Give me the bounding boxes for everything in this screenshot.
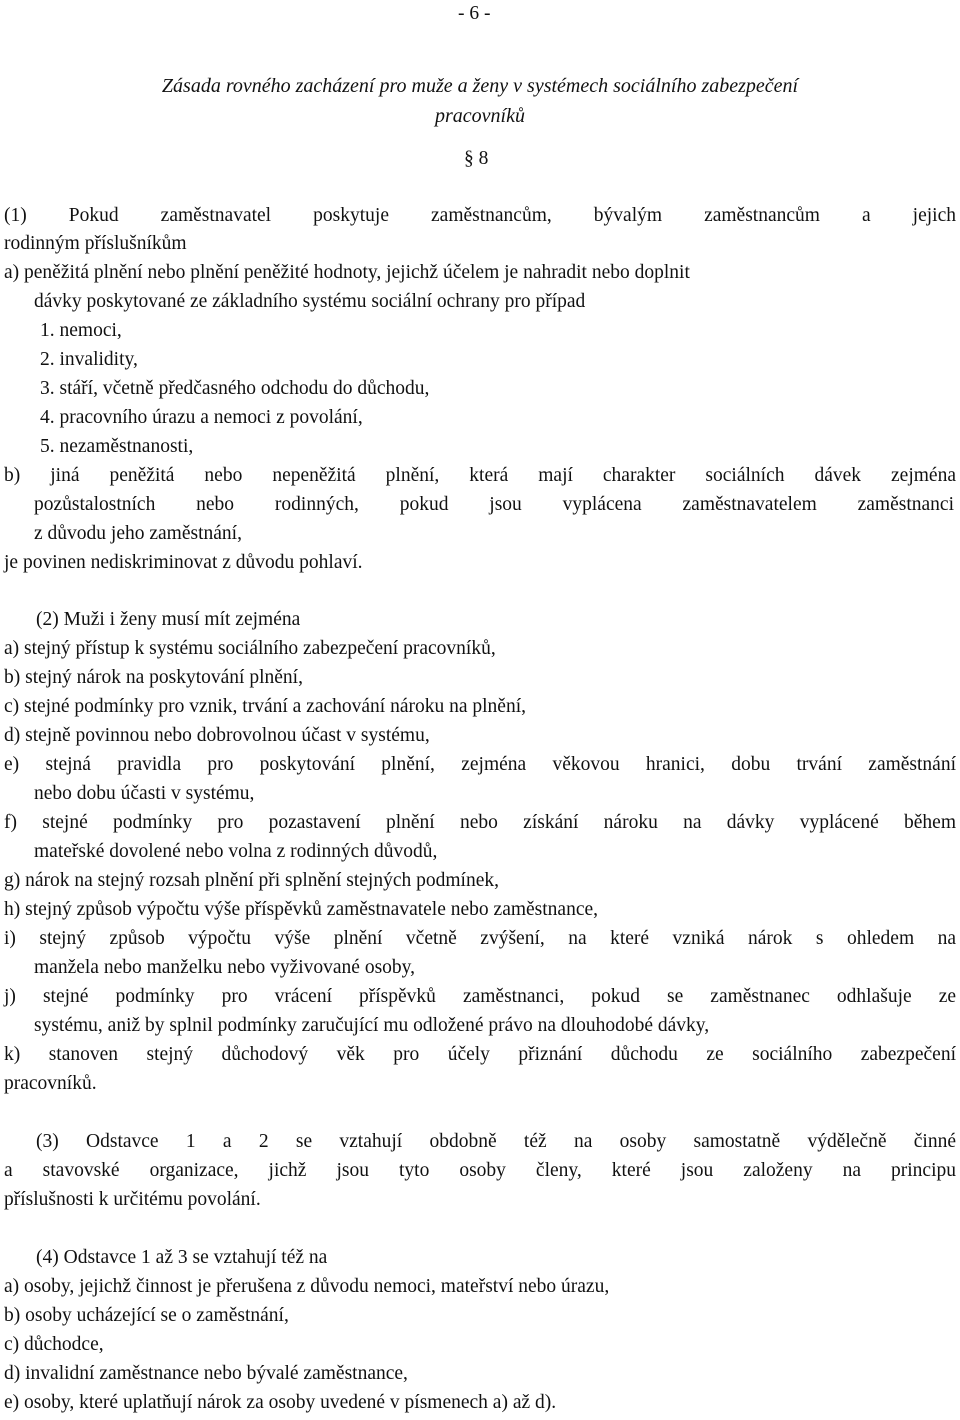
p2-line-7: nebo dobu účasti v systému, (34, 783, 255, 804)
p1-line-6: 2. invalidity, (40, 349, 138, 370)
p2-line-4: c) stejné podmínky pro vznik, trvání a zachování nároku na plnění, (4, 696, 527, 717)
p1-line-2: rodinným příslušníkům (4, 233, 187, 254)
p1-line-4: dávky poskytované ze základního systému sociální ochrany pro případ (34, 291, 586, 312)
p4-line-6: e) osoby, které uplatňují nárok za osoby uvedené v písmenech a) až d). (4, 1392, 557, 1413)
title-line-1: Zásada rovného zacházení pro muže a ženy v systémech sociálního zabezpečení (161, 75, 799, 97)
p2-line-16: k) stanoven stejný důchodový věk pro účely přiznání důchodu ze sociálního zabezpečení (4, 1044, 956, 1065)
p1-line-1: (1) Pokud zaměstnavatel poskytuje zaměstnancům, bývalým zaměstnancům a jejich (4, 205, 956, 226)
title-line-2: pracovníků (435, 105, 525, 127)
p4-line-3: b) osoby ucházející se o zaměstnání, (4, 1305, 289, 1326)
p2-line-14: j) stejné podmínky pro vrácení příspěvků zaměstnanci, pokud se zaměstnanec odhlašuje ze (4, 986, 956, 1007)
p1-line-9: 5. nezaměstnanosti, (40, 436, 194, 457)
p1-line-3: a) peněžitá plnění nebo plnění peněžité hodnoty, jejichž účelem je nahradit nebo doplnit (4, 262, 690, 283)
p1-line-12: z důvodu jeho zaměstnání, (34, 523, 242, 544)
p3-line-1: (3) Odstavce 1 a 2 se vztahují obdobně též na osoby samostatně výdělečně činné (36, 1131, 956, 1152)
p1-line-8: 4. pracovního úrazu a nemoci z povolání, (40, 407, 363, 428)
p4-line-4: c) důchodce, (4, 1334, 104, 1355)
p2-line-3: b) stejný nárok na poskytování plnění, (4, 667, 303, 688)
p2-line-5: d) stejně povinnou nebo dobrovolnou účast v systému, (4, 725, 430, 746)
section-heading: § 8 (464, 148, 489, 169)
p2-line-1: (2) Muži i ženy musí mít zejména (36, 609, 301, 630)
p2-line-12: i) stejný způsob výpočtu výše plnění včetně zvýšení, na které vzniká nárok s ohledem na (4, 928, 956, 949)
p1-line-10: b) jiná peněžitá nebo nepeněžitá plnění, která mají charakter sociálních dávek zejména (4, 465, 956, 486)
page-number: - 6 - (458, 3, 491, 24)
p2-line-17: pracovníků. (4, 1073, 97, 1094)
p1-line-7: 3. stáří, včetně předčasného odchodu do důchodu, (40, 378, 430, 399)
p2-line-2: a) stejný přístup k systému sociálního zabezpečení pracovníků, (4, 638, 496, 659)
p4-line-1: (4) Odstavce 1 až 3 se vztahují též na (36, 1247, 328, 1268)
p3-line-2: a stavovské organizace, jichž jsou tyto osoby členy, které jsou založeny na principu (4, 1160, 956, 1181)
p2-line-8: f) stejné podmínky pro pozastavení plnění nebo získání nároku na dávky vyplácené během (4, 812, 956, 833)
p2-line-10: g) nárok na stejný rozsah plnění při splnění stejných podmínek, (4, 870, 499, 891)
p2-line-13: manžela nebo manželku nebo vyživované osoby, (34, 957, 416, 978)
p2-line-9: mateřské dovolené nebo volna z rodinných důvodů, (34, 841, 438, 862)
p1-line-11: pozůstalostních nebo rodinných, pokud jsou vyplácena zaměstnavatelem zaměstnanci (34, 494, 954, 515)
p2-line-15: systému, aniž by splnil podmínky zaručující mu odložené právo na dlouhodobé dávky, (34, 1015, 710, 1036)
p4-line-5: d) invalidní zaměstnance nebo bývalé zaměstnance, (4, 1363, 408, 1384)
p3-line-3: příslušnosti k určitému povolání. (4, 1189, 261, 1210)
p1-line-13: je povinen nediskriminovat z důvodu pohlaví. (4, 552, 363, 573)
p4-line-2: a) osoby, jejichž činnost je přerušena z důvodu nemoci, mateřství nebo úrazu, (4, 1276, 610, 1297)
p1-line-5: 1. nemoci, (40, 320, 122, 341)
p2-line-11: h) stejný způsob výpočtu výše příspěvků zaměstnavatele nebo zaměstnance, (4, 899, 599, 920)
p2-line-6: e) stejná pravidla pro poskytování plnění, zejména věkovou hranici, dobu trvání zaměstnání (4, 754, 956, 775)
